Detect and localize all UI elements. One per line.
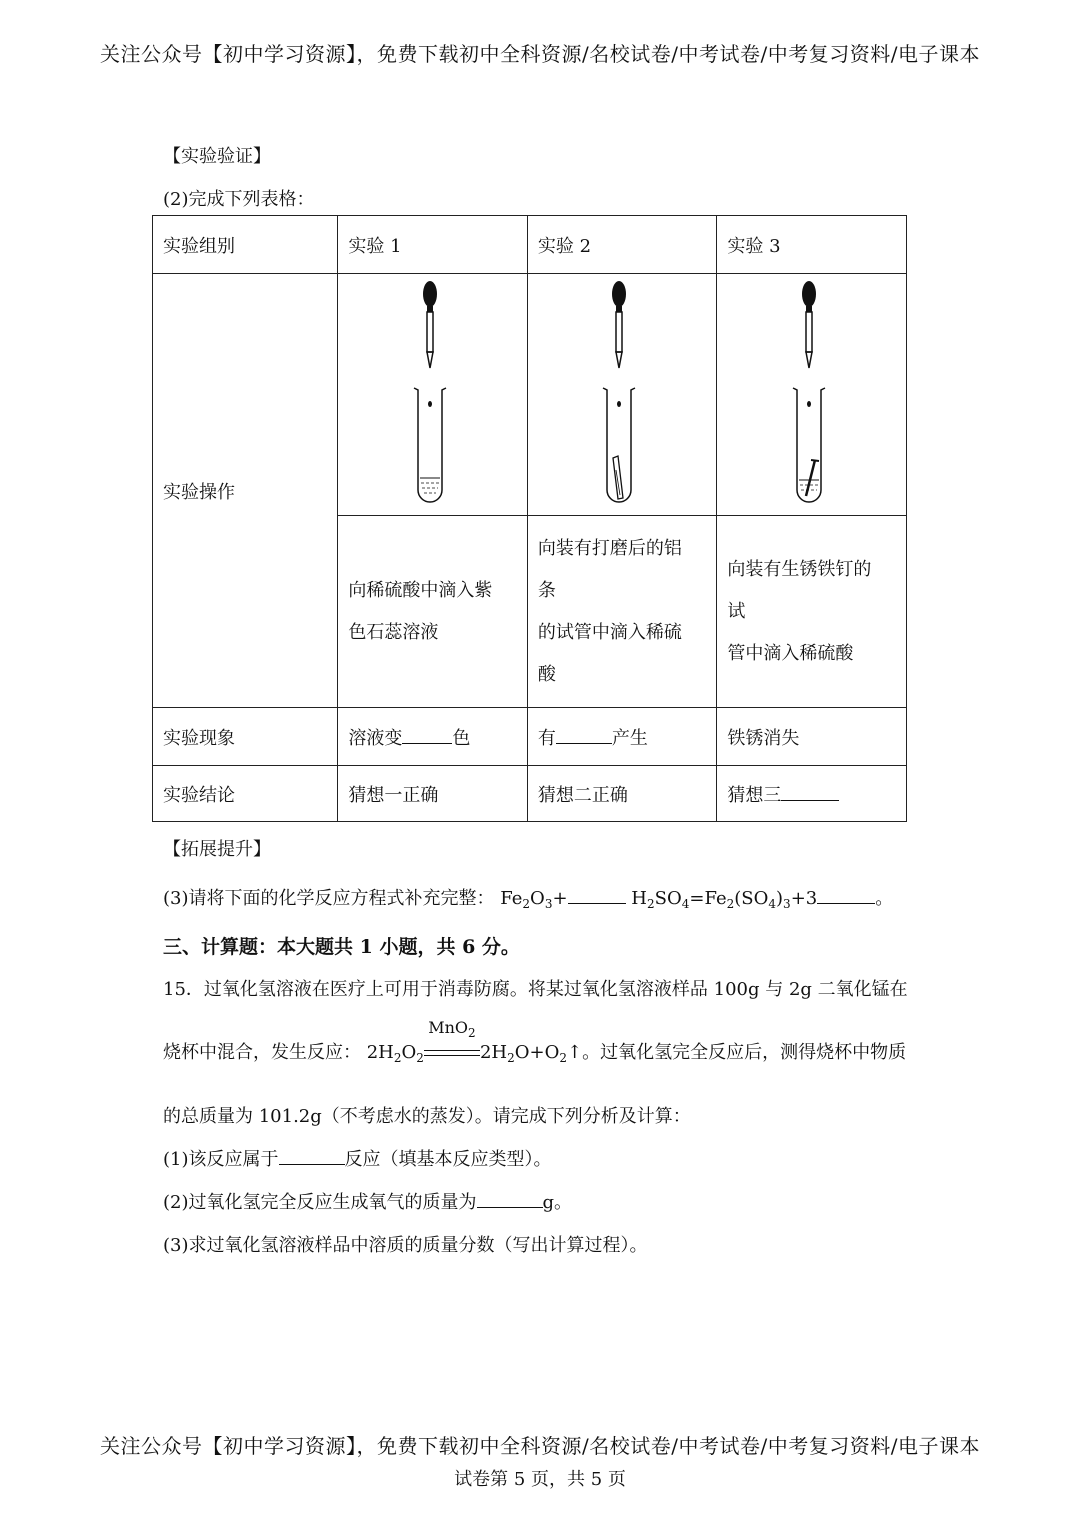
conclusion-cell-3 [717, 766, 907, 822]
formula-h2so4: $H_2SO_4=Fe_2(SO_4)_3+3$ [631, 888, 818, 911]
header-cell: 实验 2 [527, 216, 717, 274]
text-segment: 反应（填基本反应类型）。 [344, 1149, 552, 1170]
operation-text-line: 向稀硫酸中滴入紫 [348, 579, 493, 601]
question-2-prompt: (2)完成下列表格： [163, 189, 315, 210]
answer-blank[interactable] [402, 727, 452, 744]
page-number-footer: 试卷第 5 页，共 5 页 [454, 1469, 626, 1490]
cell-text: 溶液变 [348, 727, 403, 749]
operation-text-line: 色石蕊溶液 [348, 621, 439, 643]
coefficient-blank[interactable] [568, 887, 626, 904]
text-segment: (2)过氧化氢完全反应生成氧气的质量为 [163, 1192, 477, 1213]
question-15-line-2 [163, 1018, 907, 1065]
operation-text-line: 向装有生锈铁钉的 [727, 558, 872, 580]
operation-cell-2 [527, 516, 717, 708]
section-heading-extend: 【拓展提升】 [163, 839, 271, 860]
diagram-cell-2 [527, 274, 717, 516]
header-cell: 实验 1 [338, 216, 528, 274]
table-row-conclusion [153, 766, 907, 822]
operation-text-line: 的试管中滴入稀硫 [537, 621, 682, 643]
promo-banner-top: 关注公众号【初中学习资源】，免费下载初中全科资源/名校试卷/中考试卷/中考复习资料/电子课本 [100, 42, 980, 66]
operation-text-line: 试 [727, 600, 746, 622]
dropper-test-tube-nail-illustration [782, 280, 842, 505]
header-cell: 实验组别 [153, 216, 338, 274]
reaction-equation: $2H_2O_2$ MnO$_2$ $2H_2O+O_2↑$ [366, 1018, 583, 1065]
cell-text: 色 [452, 727, 471, 749]
conclusion-cell-1: 猜想一正确 [338, 766, 528, 822]
conclusion-cell-2: 猜想二正确 [527, 766, 717, 822]
dropper-test-tube-aluminum-illustration [592, 280, 652, 505]
cell-text: 铁锈消失 [727, 727, 800, 749]
phenomenon-cell-2 [527, 708, 717, 766]
question-15-sub-3: (3)求过氧化氢溶液样品中溶质的质量分数（写出计算过程）。 [163, 1235, 648, 1256]
answer-blank[interactable] [781, 784, 839, 801]
cell-text: 产生 [611, 727, 648, 749]
operation-text-line: 酸 [537, 663, 556, 685]
cell-text: 猜想三 [727, 784, 782, 806]
answer-blank[interactable] [556, 727, 612, 744]
text-segment: 。过氧化氢完全反应后，测得烧杯中物质 [582, 1042, 907, 1063]
question-3-prompt: (3)请将下面的化学反应方程式补充完整： [163, 888, 495, 909]
cell-text: 有 [537, 727, 556, 749]
operation-text-line: 向装有打磨后的铝 [537, 537, 682, 559]
text-segment: 烧杯中混合，发生反应： [163, 1042, 361, 1063]
operation-text-line: 条 [537, 579, 556, 601]
question-3-equation [163, 884, 893, 911]
period: 。 [875, 888, 894, 909]
question-15-sub-2 [163, 1188, 572, 1214]
text-segment: g。 [542, 1192, 573, 1213]
row-label: 实验结论 [153, 766, 338, 822]
table-header-row [153, 216, 907, 274]
catalyst-label: MnO [428, 1018, 469, 1037]
gas-arrow-icon: ↑ [566, 1042, 583, 1063]
formula-fe2o3: $Fe_2O_3+$ [500, 888, 568, 911]
diagram-cell-3 [717, 274, 907, 516]
operation-text-line: 管中滴入稀硫酸 [727, 642, 854, 664]
oxygen-mass-blank[interactable] [477, 1191, 543, 1208]
row-label: 实验现象 [153, 708, 338, 766]
phenomenon-cell-3 [717, 708, 907, 766]
section-heading-verify: 【实验验证】 [163, 146, 271, 167]
operation-label-cell [153, 274, 338, 708]
dropper-test-tube-litmus-illustration [403, 280, 463, 505]
operation-cell-1 [338, 516, 528, 708]
table-row-phenomenon [153, 708, 907, 766]
row-label: 实验操作 [163, 481, 235, 503]
diagram-cell-1 [338, 274, 528, 516]
phenomenon-cell-1 [338, 708, 528, 766]
question-15-line-3: 的总质量为 101.2g（不考虑水的蒸发）。请完成下列分析及计算： [163, 1106, 691, 1127]
product-blank[interactable] [817, 887, 875, 904]
text-segment: (1)该反应属于 [163, 1149, 279, 1170]
reaction-type-blank[interactable] [279, 1148, 345, 1165]
table-row-diagrams [153, 274, 907, 516]
catalyst-condition: MnO$_2$ [424, 1046, 480, 1060]
header-cell: 实验 3 [717, 216, 907, 274]
question-15-line-1: 15．过氧化氢溶液在医疗上可用于消毒防腐。将某过氧化氢溶液样品 100g 与 2g 二氧化锰在 [163, 979, 908, 1000]
operation-cell-3 [717, 516, 907, 708]
promo-banner-bottom: 关注公众号【初中学习资源】，免费下载初中全科资源/名校试卷/中考试卷/中考复习资料/电子课本 [100, 1434, 980, 1458]
question-15-sub-1 [163, 1145, 552, 1171]
experiment-table [152, 215, 907, 822]
part-3-heading: 三、计算题：本大题共 1 小题，共 6 分。 [163, 936, 520, 958]
